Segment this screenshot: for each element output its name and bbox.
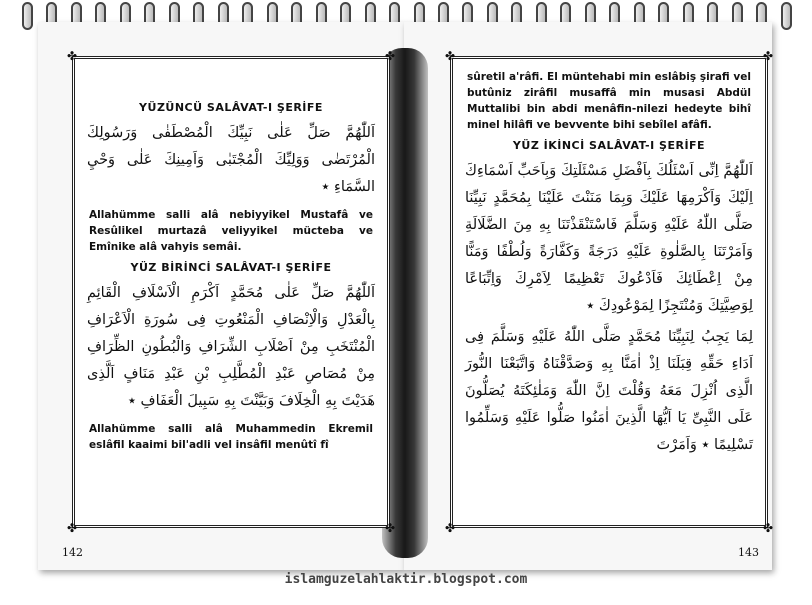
left-page-frame (67, 49, 396, 535)
arabic-text-102: اَللّٰهُمَّ اِنِّى اَسْئَلُكَ بِاَفْضَلِ مَسْئَلَتِكَ وَبِاَحَبِّ اَسْمَاءِكَ اِلَيْكَ وَاَكْرَمِهَا عَلَيْكَ وَبِمَا مَنَنْتَ عَلَيْنَا بِمُحَمَّدٍ نَبِيِّنَا صَلَّى اللّٰهُ عَلَيْهِ وَسَلَّمَ فَاسْتَنْقَذْتَنَا بِهِ مِنَ الضَّلَالَةِ وَاَمَرْتَنَا بِالصَّلٰوةِ عَلَيْهِ دَرَجَةً وَكَفَّارَةً وَلُطْفًا وَمَنًّا مِنْ اِعْطَائِكَ فَاَدْعُوكَ تَعْظِيمًا لِاَمْرِكَ وَاِتِّبَاعًا لِوَصِيَّتِكَ وَمُنْتَجِزًا لِمَوْعُودِكَ ٭ (465, 163, 753, 314)
corner-ornament-icon: ✤ (763, 521, 774, 535)
arabic-text-102-continued: لِمَا يَجِبُ لِنَبِيِّنَا مُحَمَّدٍ صَلَّى اللّٰهُ عَلَيْهِ وَسَلَّمَ فِى اَدَاءِ حَقِّهِ قِبَلَنَا اِذْ اٰمَنَّا بِهِ وَصَدَّقْنَاهُ وَاتَّبَعْنَا النُّورَ الَّذِى اُنْزِلَ مَعَهُ وَقُلْتَ اِنَّ اللّٰهَ وَمَلٰئِكَتَهُ يُصَلُّونَ عَلَى النَّبِىِّ يَا اَيُّهَا الَّذِينَ اٰمَنُوا صَلُّوا عَلَيْهِ وَسَلِّمُوا تَسْلِيمًا ٭ وَاَمَرْتَ (465, 329, 753, 453)
transliteration-continuation: sûretil a'râfi. El müntehabi min eslâbiş şirafi vel butûniz zirâfil musaffâ min musasi Abdül Muttalibi bin abdi menâfin-nilezi hedeyte bihî minel hilâfi ve bevvente bihi sebîlel afâfi. (467, 71, 751, 131)
section-heading-101: YÜZ BİRİNCİ SALÂVAT-I ŞERİFE (130, 261, 332, 274)
corner-ornament-icon: ✤ (67, 49, 78, 63)
transliteration-100: Allahümme salli alâ nebiyyikel Mustafâ ve Resûlikel murtazâ veliyyikel mücteba ve Emînike alâ vahyis semâi. (89, 209, 373, 253)
transliteration-101: Allahümme salli alâ Muhammedin Ekremil eslâfil kaaimi bil'adli vel insâfil menûtî fî (89, 423, 373, 451)
page-number-right: 143 (738, 546, 759, 559)
section-heading-100: YÜZÜNCÜ SALÂVAT-I ŞERİFE (139, 101, 323, 114)
section-heading-102: YÜZ İKİNCİ SALÂVAT-I ŞERİFE (512, 139, 706, 152)
corner-ornament-icon: ✤ (763, 49, 774, 63)
right-page-frame (445, 49, 774, 535)
arabic-text-100: اَللّٰهُمَّ صَلِّ عَلٰى نَبِيِّكَ الْمُصْطَفٰى وَرَسُولِكَ الْمُرْتَضٰى وَوَلِيِّكَ الْمُجْتَبٰى وَاَمِينِكَ عَلٰى وَحْيِ السَّمَاءِ ٭ (87, 125, 375, 195)
watermark-url: islamguzelahlaktir.blogspot.com (284, 572, 528, 587)
corner-ornament-icon: ✤ (445, 521, 456, 535)
corner-ornament-icon: ✤ (385, 521, 396, 535)
page-number-left: 142 (62, 546, 83, 559)
corner-ornament-icon: ✤ (445, 49, 456, 63)
corner-ornament-icon: ✤ (67, 521, 78, 535)
arabic-text-101: اَللّٰهُمَّ صَلِّ عَلٰى مُحَمَّدٍ اَكْرَمِ الْاَسْلَافِ الْقَائِمِ بِالْعَدْلِ وَالْاِنْصَافِ الْمَنْعُوتِ فِى سُورَةِ الْاَعْرَافِ الْمُنْتَخَبِ مِنْ اَصْلَابِ الشِّرَافِ وَالْبُطُونِ الظِّرَافِ مِنْ مُصَاصِ عَبْدِ الْمُطَّلِبِ بْنِ عَبْدِ مَنَافٍ اَلَّذِى هَدَيْتَ بِهِ الْخِلَافَ وَبَيَّنْتَ بِهِ سَبِيلَ الْعَفَافِ ٭ (87, 285, 375, 409)
corner-ornament-icon: ✤ (385, 49, 396, 63)
